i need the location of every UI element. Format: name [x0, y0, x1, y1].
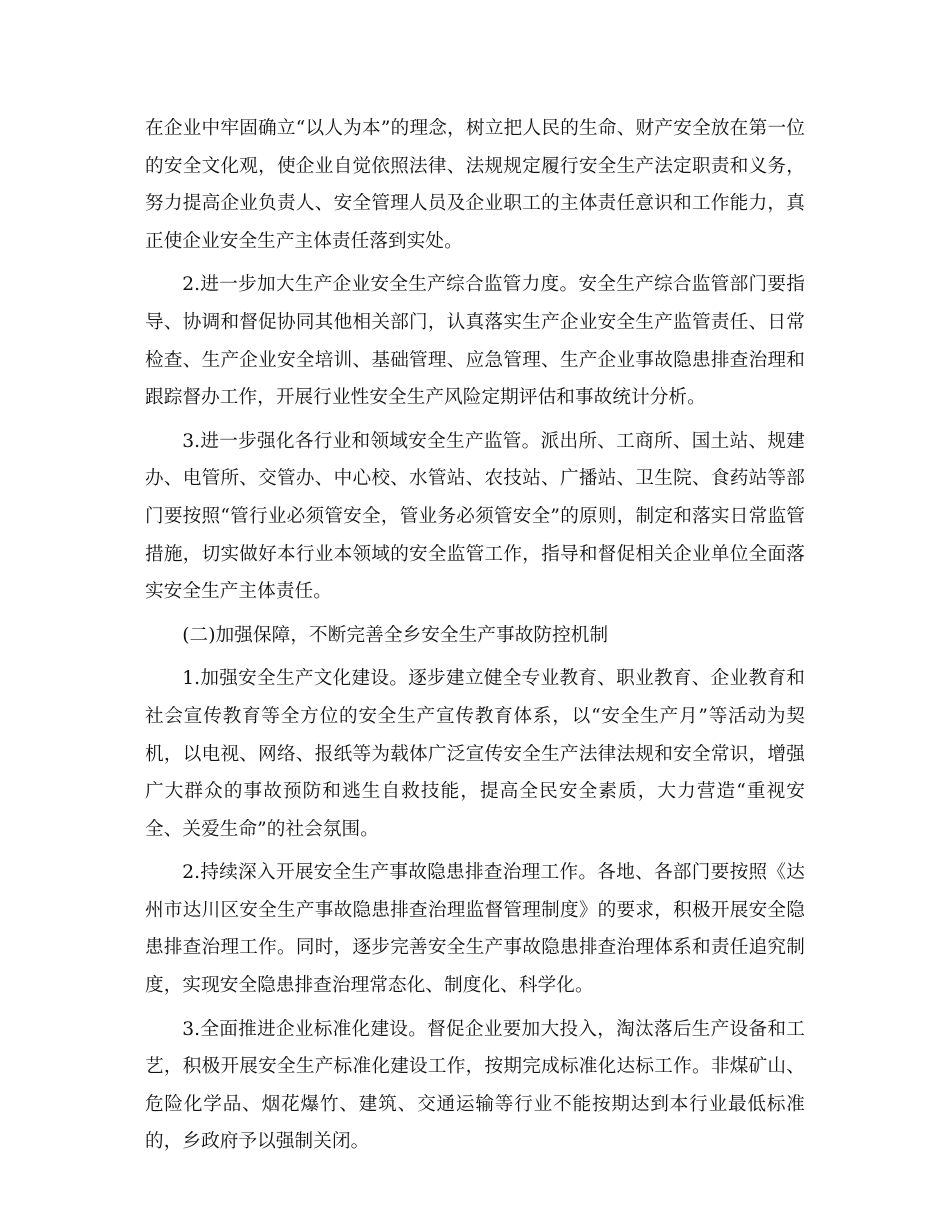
- document-page: [145, 110, 805, 1167]
- paragraph-item-3b: 3.全面推进企业标准化建设。督促企业要加大投入，淘汰落后生产设备和工艺，积极开展安全生产标准化建设工作，按期完成标准化达标工作。非煤矿山、危险化学品、烟花爆竹、建筑、交通运输等行业不能按期达到本行业最低标准的，乡政府予以强制关闭。: [145, 1018, 805, 1153]
- section-heading: (二)加强保障，不断完善全乡安全生产事故防控机制: [182, 624, 609, 646]
- paragraph-item-2b: 2.持续深入开展安全生产事故隐患排查治理工作。各地、各部门要按照《达州市达川区安全生产事故隐患排查治理监督管理制度》的要求，积极开展安全隐患排查治理工作。同时，逐步完善安全生产事故隐患排查治理体系和责任追究制度，实现安全隐患排查治理常态化、制度化、科学化。: [145, 862, 805, 997]
- paragraph-item-3: 3.进一步强化各行业和领域安全生产监管。派出所、工商所、国土站、规建办、电管所、交管办、中心校、水管站、农技站、广播站、卫生院、食药站等部门要按照“管行业必须管安全，管业务必须管安全”的原则，制定和落实日常监管措施，切实做好本行业本领域的安全监管工作，指导和督促相关企业单位全面落实安全生产主体责任。: [145, 430, 805, 603]
- paragraph-item-2: 2.进一步加大生产企业安全生产综合监管力度。安全生产综合监管部门要指导、协调和督促协同其他相关部门，认真落实生产企业安全生产监管责任、日常检查、生产企业安全培训、基础管理、应急管理、生产企业事故隐患排查治理和跟踪督办工作，开展行业性安全生产风险定期评估和事故统计分析。: [145, 274, 805, 409]
- paragraph-continuation: 在企业中牢固确立“以人为本”的理念，树立把人民的生命、财产安全放在第一位的安全文化观，使企业自觉依照法律、法规规定履行安全生产法定职责和义务，努力提高企业负责人、安全管理人员及企业职工的主体责任意识和工作能力，真正使企业安全生产主体责任落到实处。: [145, 118, 805, 252]
- paragraph-item-1: 1.加强安全生产文化建设。逐步建立健全专业教育、职业教育、企业教育和社会宣传教育等全方位的安全生产宣传教育体系，以“安全生产月”等活动为契机，以电视、网络、报纸等为载体广泛宣传安全生产法律法规和安全常识，增强广大群众的事故预防和逃生自救技能，提高全民安全素质，大力营造“重视安全、关爱生命”的社会氛围。: [145, 668, 805, 840]
